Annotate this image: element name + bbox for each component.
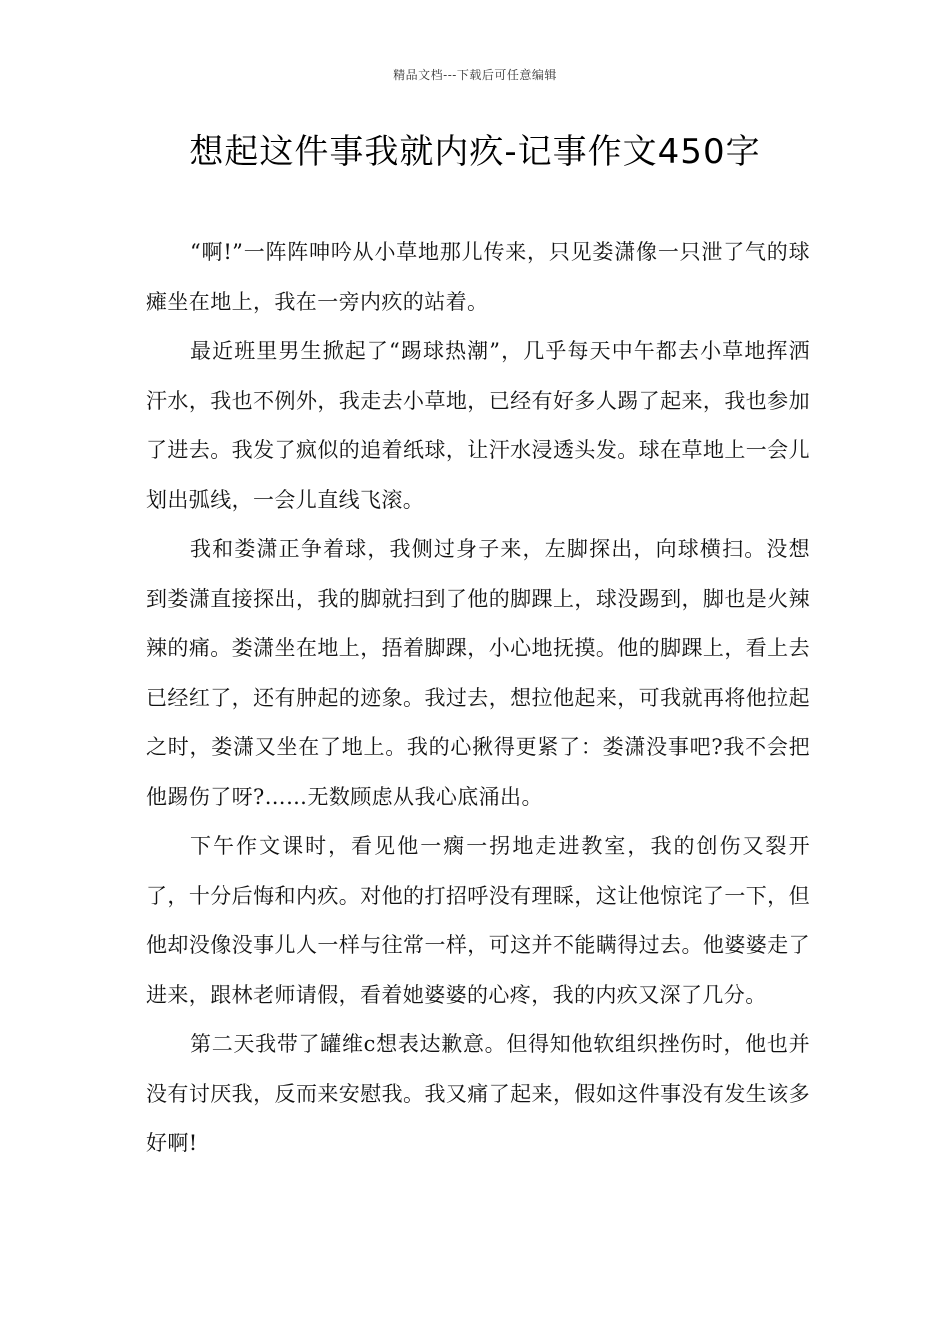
paragraph: 最近班里男生掀起了“踢球热潮”，几乎每天中午都去小草地挥洒汗水，我也不例外，我走去小草地，已经有好多人踢了起来，我也参加了进去。我发了疯似的追着纸球，让汗水浸透头发。球在草地上一会儿划出弧线，一会儿直线飞滚。 bbox=[146, 339, 810, 512]
article-body bbox=[146, 228, 810, 1169]
paragraph: “啊!”一阵阵呻吟从小草地那儿传来，只见娄潇像一只泄了气的球瘫坐在地上，我在一旁内疚的站着。 bbox=[146, 240, 810, 314]
paragraph: 下午作文课时，看见他一瘸一拐地走进教室，我的创伤又裂开了，十分后悔和内疚。对他的打招呼没有理睬，这让他惊诧了一下，但他却没像没事儿人一样与往常一样，可这并不能瞒得过去。他婆婆走了进来，跟林老师请假，看着她婆婆的心疼，我的内疚又深了几分。 bbox=[146, 834, 810, 1007]
page-title: 想起这件事我就内疚-记事作文450字 bbox=[189, 132, 761, 172]
paragraph: 第二天我带了罐维c想表达歉意。但得知他软组织挫伤时，他也并没有讨厌我，反而来安慰我。我又痛了起来，假如这件事没有发生该多好啊! bbox=[146, 1032, 810, 1155]
header-note: 精品文档---下载后可任意编辑 bbox=[393, 68, 557, 82]
paragraph: 我和娄潇正争着球，我侧过身子来，左脚探出，向球横扫。没想到娄潇直接探出，我的脚就扫到了他的脚踝上，球没踢到，脚也是火辣辣的痛。娄潇坐在地上，捂着脚踝，小心地抚摸。他的脚踝上，看上去已经红了，还有肿起的迹象。我过去，想拉他起来，可我就再将他拉起之时，娄潇又坐在了地上。我的心揪得更紧了：娄潇没事吧?我不会把他踢伤了呀?……无数顾虑从我心底涌出。 bbox=[146, 537, 810, 809]
